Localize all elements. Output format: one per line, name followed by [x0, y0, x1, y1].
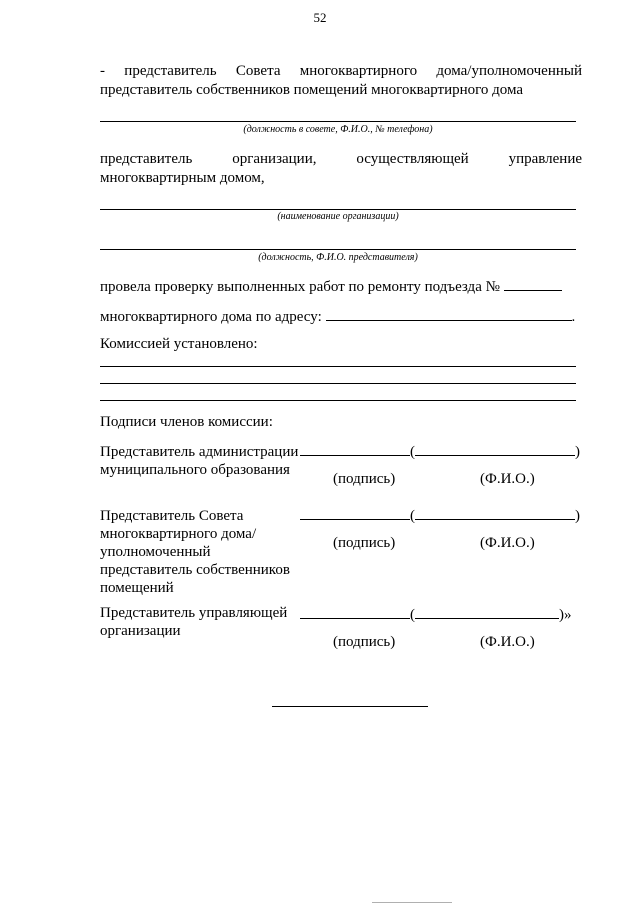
organization-representative-line-1 [100, 150, 582, 169]
organization-representative-line-2: многоквартирным домом, [100, 170, 265, 186]
dash: - [100, 63, 105, 79]
open-paren: ( [410, 508, 415, 524]
address-text: многоквартирного дома по адресу: [100, 309, 322, 325]
fio-field[interactable] [415, 604, 559, 619]
scan-mark [372, 902, 452, 903]
signature-row-2-line [300, 505, 580, 525]
word: многоквартирного [299, 63, 418, 79]
word: представитель [100, 151, 193, 167]
open-paren: ( [410, 444, 415, 460]
organization-representative-fill-line[interactable] [100, 249, 576, 250]
word: осуществляющей [356, 151, 469, 167]
word: управление [508, 151, 583, 167]
close-paren: ) [575, 444, 580, 460]
address-field[interactable] [326, 306, 572, 321]
footer-separator [272, 706, 428, 707]
commission-established-label: Комиссией установлено: [100, 336, 258, 352]
signature-row-1-label: Представитель администрации муниципального образования [100, 444, 299, 478]
signature-field[interactable] [300, 604, 410, 619]
signatures-heading: Подписи членов комиссии: [100, 414, 273, 430]
close-paren-quote: )» [559, 607, 572, 623]
word: дома/уполномоченный [436, 63, 582, 79]
word: представитель [124, 63, 217, 79]
signature-row-1-line [300, 441, 580, 461]
signature-caption: (подпись) [333, 535, 396, 551]
word: организации, [232, 151, 317, 167]
fio-field[interactable] [415, 505, 575, 520]
signature-field[interactable] [300, 441, 410, 456]
council-representative-caption: (должность в совете, Ф.И.О., № телефона) [243, 124, 433, 135]
signature-row-2-label: Представитель Совета многоквартирного дома/ уполномоченный представитель собственников помещений [100, 508, 290, 596]
council-representative-line-2: представитель собственников помещений многоквартирного дома [100, 82, 524, 98]
council-representative-line-1 [100, 62, 582, 81]
period: . [571, 309, 576, 325]
findings-line-3[interactable] [100, 400, 576, 401]
findings-line-1[interactable] [100, 366, 576, 367]
organization-representative-caption: (должность, Ф.И.О. представителя) [258, 252, 418, 263]
open-paren: ( [410, 607, 415, 623]
signature-caption: (подпись) [333, 634, 396, 650]
council-representative-fill-line[interactable] [100, 121, 576, 122]
findings-line-2[interactable] [100, 383, 576, 384]
close-paren: ) [575, 508, 580, 524]
page-number: 52 [313, 10, 327, 25]
inspection-line-1 [100, 276, 582, 297]
fio-caption: (Ф.И.О.) [480, 535, 535, 551]
word: Совета [235, 63, 281, 79]
signature-field[interactable] [300, 505, 410, 520]
fio-caption: (Ф.И.О.) [480, 634, 535, 650]
signature-row-3-line [300, 604, 572, 624]
organization-name-caption: (наименование организации) [277, 211, 399, 222]
inspection-text: провела проверку выполненных работ по ремонту подъезда № [100, 279, 500, 295]
entrance-number-field[interactable] [504, 276, 562, 291]
organization-name-fill-line[interactable] [100, 209, 576, 210]
signature-row-3-label: Представитель управляющей организации [100, 605, 288, 639]
fio-caption: (Ф.И.О.) [480, 471, 535, 487]
signature-caption: (подпись) [333, 471, 396, 487]
fio-field[interactable] [415, 441, 575, 456]
inspection-line-2 [100, 306, 582, 327]
